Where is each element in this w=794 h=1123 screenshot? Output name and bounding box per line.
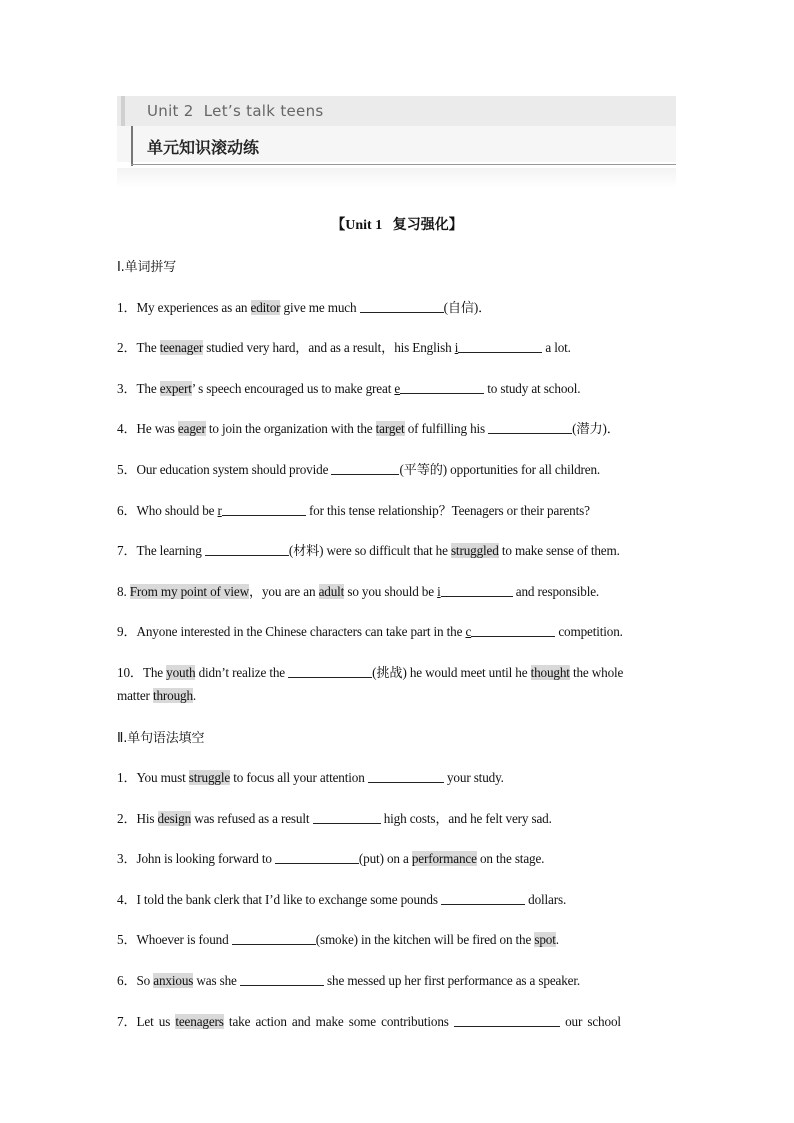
answer-blank[interactable] xyxy=(275,851,359,864)
part2-question-4: 4．I told the bank clerk that I’d like to exchange some pounds dollars. xyxy=(117,892,567,907)
question-number: 2． xyxy=(117,340,137,355)
highlighted-word: struggle xyxy=(188,770,231,785)
part2-question-6: 6．So anxious was she she messed up her first performance as a speaker. xyxy=(117,973,581,988)
answer-blank[interactable] xyxy=(288,665,372,678)
question-number: 7． xyxy=(117,1014,137,1029)
page-title: 单元知识滚动练 xyxy=(147,138,260,157)
highlighted-word: anxious xyxy=(153,973,194,988)
answer-blank[interactable] xyxy=(458,340,542,353)
highlighted-word: teenager xyxy=(159,340,204,355)
part2-question-3: 3．John is looking forward to (put) on a performance on the stage. xyxy=(117,851,545,866)
header-rule xyxy=(131,164,676,165)
answer-blank[interactable] xyxy=(471,624,555,637)
answer-blank[interactable] xyxy=(222,503,306,516)
answer-blank[interactable] xyxy=(400,381,484,394)
highlighted-word: expert xyxy=(159,381,192,396)
header-top-band xyxy=(117,96,676,126)
hint-letter: r xyxy=(217,503,222,518)
question-number: 2． xyxy=(117,811,137,826)
highlighted-word: struggled xyxy=(450,543,499,558)
highlighted-word: performance xyxy=(411,851,477,866)
part1-question-2: 2．The teenager studied very hard，and as a result，his English i a lot. xyxy=(117,340,571,355)
part1-question-3: 3．The expert’ s speech encouraged us to make great e to study at school. xyxy=(117,381,581,396)
answer-blank[interactable] xyxy=(232,932,316,945)
header-divider xyxy=(131,126,133,166)
hint-letter: c xyxy=(465,624,472,639)
highlighted-word: eager xyxy=(177,421,206,436)
hint-letter: i xyxy=(437,584,441,599)
answer-blank[interactable] xyxy=(441,892,525,905)
part1-question-7: 7．The learning (材料) were so difficult that he struggled to make sense of them. xyxy=(117,543,620,558)
question-number: 1． xyxy=(117,770,137,785)
part1-question-9: 9．Anyone interested in the Chinese characters can take part in the c competition. xyxy=(117,624,623,639)
hint-letter: e xyxy=(394,381,401,396)
highlighted-word: target xyxy=(375,421,405,436)
question-number: 5． xyxy=(117,932,137,947)
header-title-band xyxy=(117,126,676,162)
answer-blank[interactable] xyxy=(205,543,289,556)
answer-blank[interactable] xyxy=(313,811,381,824)
part2-question-5: 5．Whoever is found (smoke) in the kitchen will be fired on the spot. xyxy=(117,932,559,947)
answer-blank[interactable] xyxy=(368,770,444,783)
part1-question-8: 8. From my point of view，you are an adult so you should be i and responsible. xyxy=(117,584,600,599)
part1-question-10: 10．The youth didn’t realize the (挑战) he would meet until he thought the whole xyxy=(117,665,624,680)
question-number: 5． xyxy=(117,462,137,477)
highlighted-word: adult xyxy=(318,584,345,599)
part1-heading: Ⅰ.单词拼写 xyxy=(117,260,177,275)
highlighted-word: through xyxy=(152,688,193,703)
highlighted-word: youth xyxy=(166,665,196,680)
part2-question-2: 2．His design was refused as a result high costs，and he felt very sad. xyxy=(117,811,552,826)
answer-blank[interactable] xyxy=(454,1014,560,1027)
question-number: 3． xyxy=(117,381,137,396)
answer-blank[interactable] xyxy=(488,421,572,434)
answer-blank[interactable] xyxy=(360,300,444,313)
part2-question-1: 1．You must struggle to focus all your attention your study. xyxy=(117,770,504,785)
header-shadow xyxy=(117,168,676,188)
header-accent-bar xyxy=(121,96,125,126)
answer-blank[interactable] xyxy=(240,973,324,986)
hint-letter: i xyxy=(454,340,459,355)
unit-label: Unit 2 Let’s talk teens xyxy=(147,102,324,120)
question-number: 4． xyxy=(117,892,137,907)
part1-question-4: 4．He was eager to join the organization with the target of fulfilling his (潜力)． xyxy=(117,421,620,436)
question-number: 3． xyxy=(117,851,137,866)
question-number: 8. xyxy=(117,584,130,599)
answer-blank[interactable] xyxy=(331,462,399,475)
question-number: 10． xyxy=(117,665,143,680)
part2-question-7: 7．Let us teenagers take action and make some contributions our school xyxy=(117,1014,621,1029)
highlighted-phrase: From my point of view xyxy=(129,584,249,599)
part1-question-1: 1．My experiences as an editor give me much (自信)． xyxy=(117,300,492,315)
part1-question-10-cont: matter through. xyxy=(117,688,197,703)
part2-heading: Ⅱ.单句语法填空 xyxy=(117,731,205,746)
question-number: 9． xyxy=(117,624,137,639)
answer-blank[interactable] xyxy=(441,584,513,597)
highlighted-word: design xyxy=(157,811,192,826)
unit-header xyxy=(117,96,676,192)
highlighted-word: thought xyxy=(530,665,570,680)
section-title: 【Unit 1 复习强化】 xyxy=(331,218,463,233)
question-number: 6． xyxy=(117,973,137,988)
question-number: 7． xyxy=(117,543,137,558)
question-number: 6． xyxy=(117,503,137,518)
part1-question-6: 6．Who should be r for this tense relationship？Teenagers or their parents? xyxy=(117,503,590,518)
highlighted-word: teenagers xyxy=(175,1014,224,1029)
highlighted-word: spot xyxy=(534,932,556,947)
highlighted-word: editor xyxy=(250,300,281,315)
question-number: 1． xyxy=(117,300,137,315)
part1-question-5: 5．Our education system should provide (平等的) opportunities for all children. xyxy=(117,462,601,477)
question-number: 4． xyxy=(117,421,137,436)
